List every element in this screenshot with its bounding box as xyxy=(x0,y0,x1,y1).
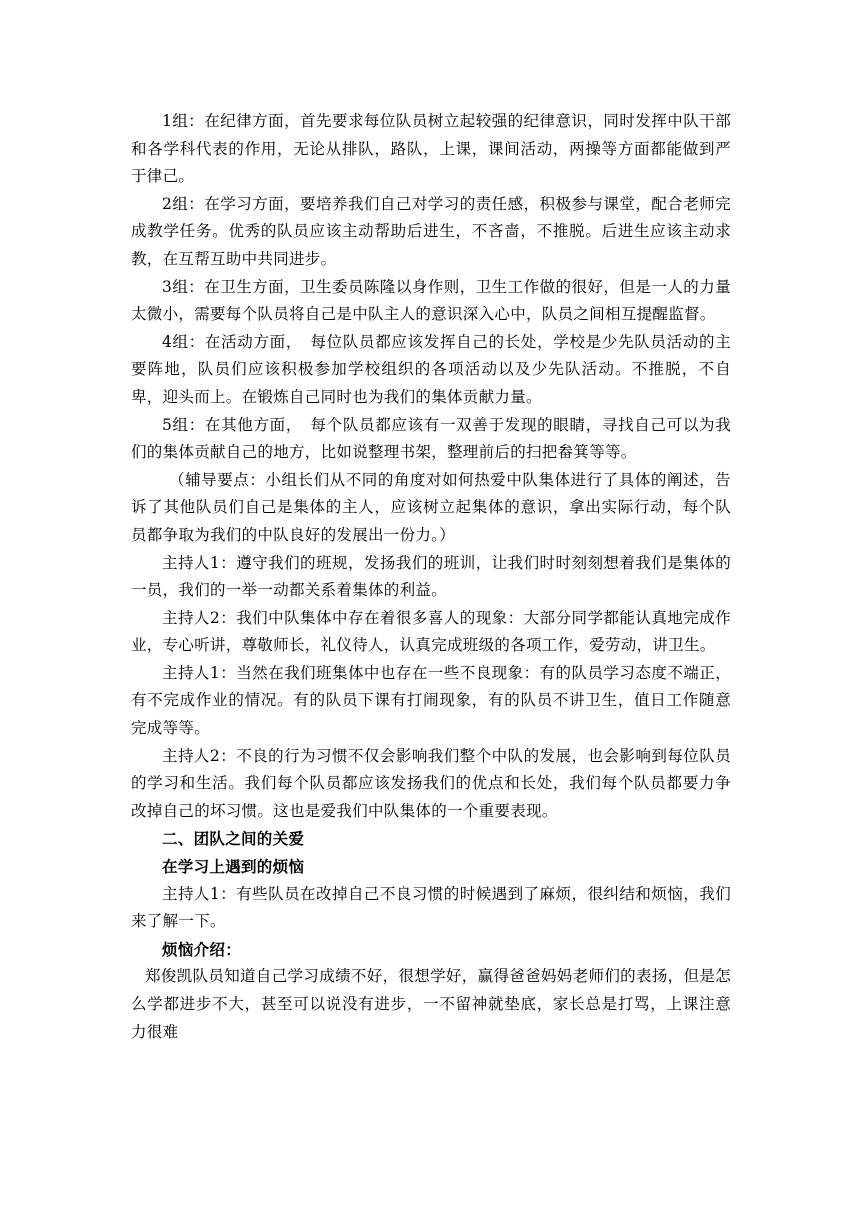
paragraph-host-1-a: 主持人1：遵守我们的班规，发扬我们的班训，让我们时时刻刻想着我们是集体的一员，我们的一举一动都关系着集体的利益。 xyxy=(131,553,731,600)
paragraph-host-2-a: 主持人2：我们中队集体中存在着很多喜人的现象：大部分同学都能认真地完成作业，专心听讲，尊敬师长，礼仪待人，认真完成班级的各项工作，爱劳动，讲卫生。 xyxy=(131,608,731,655)
paragraph-host-1-b: 主持人1：当然在我们班集体中也存在一些不良现象：有的队员学习态度不端正，有不完成作业的情况。有的队员下课有打闹现象，有的队员不讲卫生，值日工作随意完成等等。 xyxy=(131,663,731,738)
paragraph-group-4: 4组：在活动方面， 每位队员都应该发挥自己的长处，学校是少先队员活动的主要阵地，队员们应该积极参加学校组织的各项活动以及少先队活动。不推脱，不自卑，迎头而上。在锻炼自己同时也为我们的集体贡献力量。 xyxy=(131,332,731,406)
paragraph-group-2: 2组：在学习方面，要培养我们自己对学习的责任感，积极参与课堂，配合老师完成教学任务。优秀的队员应该主动帮助后进生，不吝啬，不推脱。后进生应该主动求教，在互帮互助中共同进步。 xyxy=(131,194,731,268)
paragraph-trouble-story: 郑俊凯队员知道自己学习成绩不好，很想学好，赢得爸爸妈妈老师们的表扬，但是怎么学都进步不大，甚至可以说没有进步，一不留神就垫底，家长总是打骂，上课注意力很难 xyxy=(131,967,731,1041)
paragraph-guidance-note: （辅导要点：小组长们从不同的角度对如何热爱中队集体进行了具体的阐述，告诉了其他队员们自己是集体的主人，应该树立起集体的意识，拿出实际行动，每个队员都争取为我们的中队良好的发展出一份力。） xyxy=(131,470,731,544)
paragraph-group-3: 3组：在卫生方面，卫生委员陈隆以身作则，卫生工作做的很好，但是一人的力量太微小，需要每个队员将自己是中队主人的意识深入心中，队员之间相互提醒监督。 xyxy=(131,277,731,324)
paragraph-host-2-b: 主持人2：不良的行为习惯不仅会影响我们整个中队的发展，也会影响到每位队员的学习和生活。我们每个队员都应该发扬我们的优点和长处，我们每个队员都要力争改掉自己的坏习惯。这也是爱我们中队集体的一个重要表现。 xyxy=(131,746,731,820)
subheading-trouble-intro: 烦恼介绍： xyxy=(162,939,242,959)
section-heading-team-care: 二、团队之间的关爱 xyxy=(162,829,305,849)
paragraph-host-1-c: 主持人1：有些队员在改掉自己不良习惯的时候遇到了麻烦，很纠结和烦恼，我们来了解一下。 xyxy=(131,884,731,931)
paragraph-group-5: 5组：在其他方面， 每个队员都应该有一双善于发现的眼睛，寻找自己可以为我们的集体贡献自己的地方，比如说整理书架，整理前后的扫把畚箕等等。 xyxy=(131,415,731,462)
subheading-study-troubles: 在学习上遇到的烦恼 xyxy=(162,857,305,877)
paragraph-group-1: 1组：在纪律方面，首先要求每位队员树立起较强的纪律意识，同时发挥中队干部和各学科代表的作用，无论从排队，路队，上课，课间活动，两操等方面都能做到严于律己。 xyxy=(131,112,731,186)
document-page xyxy=(131,108,731,1046)
